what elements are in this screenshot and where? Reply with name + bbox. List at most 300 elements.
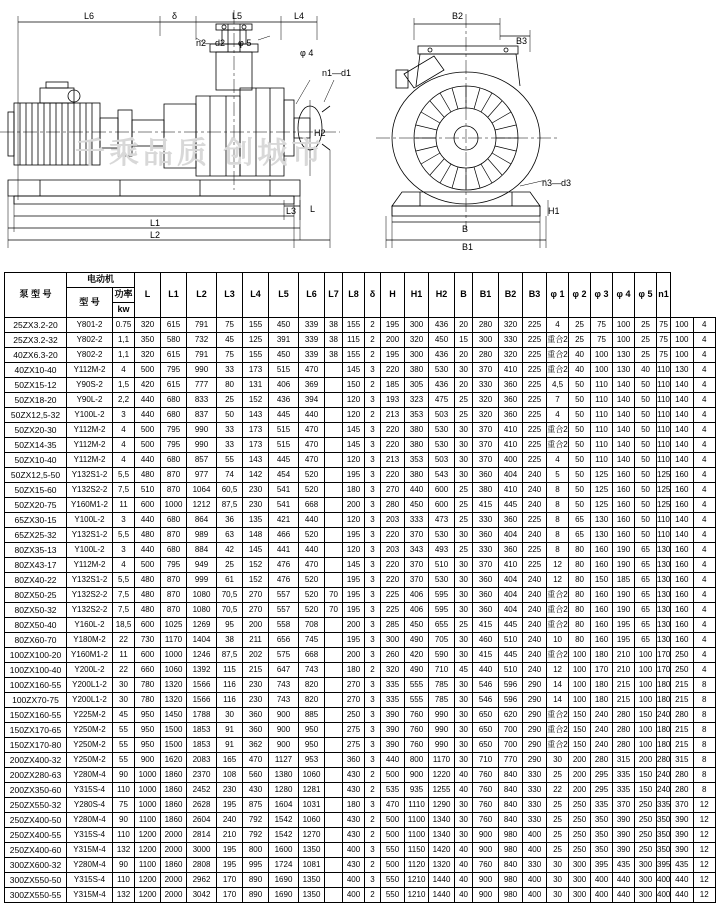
cell-L8: 430	[343, 813, 365, 828]
cell-L4: 360	[243, 723, 269, 738]
cell-L8: 120	[343, 408, 365, 423]
cell-H1: 380	[405, 468, 429, 483]
cell-model: 200ZX280-63	[5, 768, 67, 783]
cell-motor-power: 18,5	[113, 618, 135, 633]
cell-c24: 4	[693, 513, 716, 528]
cell-H2: 600	[429, 483, 455, 498]
cell-L: 510	[135, 483, 161, 498]
cell-B: 20	[455, 318, 473, 333]
cell-motor-power: 4	[113, 438, 135, 453]
cell-n1: 110	[657, 393, 671, 408]
cell-L7	[325, 873, 343, 888]
cell-L4: 211	[243, 633, 269, 648]
header-L5: L5	[269, 273, 299, 318]
cell-L6: 668	[299, 498, 325, 513]
cell-δ: 3	[365, 648, 381, 663]
cell-B: 30	[455, 723, 473, 738]
cell-φ4: 190	[613, 603, 635, 618]
cell-L3: 33	[217, 438, 243, 453]
cell-L7	[325, 858, 343, 873]
cell-φ2: 50	[569, 423, 591, 438]
cell-c24: 4	[693, 453, 716, 468]
cell-B3: 240	[523, 603, 547, 618]
cell-δ: 3	[365, 873, 381, 888]
cell-B: 20	[455, 378, 473, 393]
cell-L2: 857	[187, 453, 217, 468]
cell-B2: 410	[499, 423, 523, 438]
cell-model: 300ZX550-50	[5, 873, 67, 888]
svg-text:n2—d2: n2—d2	[196, 38, 226, 48]
cell-L2: 1566	[187, 693, 217, 708]
cell-c23: 160	[671, 483, 693, 498]
cell-c23: 440	[671, 888, 693, 903]
cell-motor-model: Y250M-2	[67, 723, 113, 738]
cell-L6: 470	[299, 438, 325, 453]
cell-L1: 1500	[161, 723, 187, 738]
cell-L3: 95	[217, 618, 243, 633]
cell-model: 40ZX10-40	[5, 363, 67, 378]
cell-H2: 530	[429, 438, 455, 453]
cell-model: 200ZX400-32	[5, 753, 67, 768]
cell-L7: 38	[325, 318, 343, 333]
cell-φ4: 315	[613, 753, 635, 768]
cell-B1: 370	[473, 453, 499, 468]
cell-φ4: 190	[613, 588, 635, 603]
cell-δ: 2	[365, 318, 381, 333]
cell-φ3: 75	[591, 333, 613, 348]
cell-H: 220	[381, 528, 405, 543]
cell-H: 213	[381, 453, 405, 468]
cell-L6: 520	[299, 528, 325, 543]
cell-δ: 3	[365, 543, 381, 558]
watermark-text: 千乘品质 创城市	[75, 137, 326, 170]
cell-L3: 60,5	[217, 483, 243, 498]
cell-L6: 440	[299, 513, 325, 528]
cell-B: 30	[455, 438, 473, 453]
cell-L2: 1269	[187, 618, 217, 633]
cell-B1: 360	[473, 603, 499, 618]
cell-B3: 400	[523, 828, 547, 843]
header-delta: δ	[365, 273, 381, 318]
cell-L3: 70,5	[217, 603, 243, 618]
cell-L: 730	[135, 633, 161, 648]
svg-text:B1: B1	[462, 242, 474, 252]
cell-n1: 110	[657, 378, 671, 393]
cell-φ1: 25	[547, 798, 569, 813]
cell-B2: 980	[499, 888, 523, 903]
cell-L4: 560	[243, 768, 269, 783]
cell-n1: 110	[657, 438, 671, 453]
cell-motor-model: Y315M-4	[67, 843, 113, 858]
cell-n1: 75	[657, 348, 671, 363]
cell-L5: 421	[269, 513, 299, 528]
cell-model: 250ZX400-50	[5, 813, 67, 828]
cell-model: 80ZX35-13	[5, 543, 67, 558]
cell-c23: 435	[671, 858, 693, 873]
cell-δ: 3	[365, 618, 381, 633]
cell-B: 25	[455, 408, 473, 423]
cell-motor-model: Y200L-2	[67, 663, 113, 678]
cell-B2: 840	[499, 858, 523, 873]
cell-c23: 140	[671, 423, 693, 438]
cell-φ2: 80	[569, 603, 591, 618]
cell-L8: 180	[343, 798, 365, 813]
cell-L3: 91	[217, 723, 243, 738]
cell-φ3: 180	[591, 693, 613, 708]
cell-L7	[325, 693, 343, 708]
cell-L: 480	[135, 603, 161, 618]
cell-B3: 225	[523, 558, 547, 573]
cell-motor-model: Y180M-2	[67, 633, 113, 648]
cell-c24: 4	[693, 393, 716, 408]
cell-B1: 300	[473, 333, 499, 348]
cell-φ4: 390	[613, 813, 635, 828]
cell-motor-power: 11	[113, 498, 135, 513]
table-row	[5, 723, 716, 738]
cell-L7	[325, 813, 343, 828]
cell-H2: 530	[429, 573, 455, 588]
cell-B1: 330	[473, 378, 499, 393]
cell-L4: 143	[243, 453, 269, 468]
cell-L8: 145	[343, 423, 365, 438]
cell-L2: 990	[187, 363, 217, 378]
cell-c24: 8	[693, 678, 716, 693]
cell-model: 50ZX18-20	[5, 393, 67, 408]
cell-L4: 470	[243, 753, 269, 768]
header-L7: L7	[325, 273, 343, 318]
cell-motor-power: 3	[113, 408, 135, 423]
cell-L1: 1000	[161, 498, 187, 513]
cell-φ4: 140	[613, 393, 635, 408]
cell-L2: 884	[187, 543, 217, 558]
cell-L3: 165	[217, 753, 243, 768]
cell-φ3: 130	[591, 513, 613, 528]
cell-φ1: 25	[547, 768, 569, 783]
cell-H1: 1120	[405, 858, 429, 873]
cell-motor-power: 55	[113, 738, 135, 753]
cell-n1: 335	[657, 798, 671, 813]
cell-c23: 250	[671, 648, 693, 663]
cell-c24: 12	[693, 813, 716, 828]
cell-φ1: 4,5	[547, 378, 569, 393]
cell-L2: 1853	[187, 738, 217, 753]
cell-L4: 155	[243, 348, 269, 363]
cell-c23: 390	[671, 828, 693, 843]
cell-H: 225	[381, 603, 405, 618]
cell-model: 25ZX3.2-20	[5, 318, 67, 333]
cell-B: 30	[455, 648, 473, 663]
cell-H1: 800	[405, 753, 429, 768]
cell-c23: 390	[671, 813, 693, 828]
cell-B2: 770	[499, 753, 523, 768]
cell-δ: 3	[365, 423, 381, 438]
cell-L6: 1350	[299, 843, 325, 858]
cell-L7	[325, 438, 343, 453]
cell-motor-model: Y250M-2	[67, 753, 113, 768]
cell-φ2: 50	[569, 378, 591, 393]
cell-H2: 503	[429, 453, 455, 468]
cell-L5: 1380	[269, 768, 299, 783]
svg-text:L5: L5	[232, 11, 243, 21]
cell-L8: 360	[343, 753, 365, 768]
cell-φ2: 40	[569, 348, 591, 363]
cell-B2: 445	[499, 498, 523, 513]
cell-n1: 180	[657, 723, 671, 738]
cell-φ5: 150	[635, 783, 657, 798]
cell-L3: 240	[217, 813, 243, 828]
cell-motor-model: Y132S1-2	[67, 573, 113, 588]
cell-H2: 595	[429, 588, 455, 603]
cell-φ1: 30	[547, 873, 569, 888]
cell-c23: 160	[671, 498, 693, 513]
cell-φ1: 14	[547, 693, 569, 708]
cell-c23: 160	[671, 603, 693, 618]
cell-φ3: 110	[591, 423, 613, 438]
cell-L5: 1690	[269, 873, 299, 888]
cell-L4: 202	[243, 648, 269, 663]
cell-c24: 4	[693, 483, 716, 498]
cell-φ3: 160	[591, 618, 613, 633]
table-row	[5, 543, 716, 558]
cell-motor-power: 4	[113, 558, 135, 573]
cell-c23: 140	[671, 408, 693, 423]
cell-B3: 225	[523, 348, 547, 363]
cell-B1: 546	[473, 693, 499, 708]
cell-motor-power: 5,5	[113, 468, 135, 483]
cell-φ3: 240	[591, 708, 613, 723]
table-row	[5, 813, 716, 828]
header-H: H	[381, 273, 405, 318]
cell-motor-power: 22	[113, 663, 135, 678]
table-row	[5, 768, 716, 783]
cell-L6: 1081	[299, 858, 325, 873]
cell-L6: 820	[299, 693, 325, 708]
table-row	[5, 783, 716, 798]
cell-c24: 8	[693, 723, 716, 738]
cell-model: 150ZX170-80	[5, 738, 67, 753]
cell-L2: 1212	[187, 498, 217, 513]
cell-φ4: 190	[613, 558, 635, 573]
cell-φ5: 100	[635, 678, 657, 693]
cell-L: 1200	[135, 888, 161, 903]
cell-L: 1200	[135, 873, 161, 888]
cell-n1: 110	[657, 408, 671, 423]
cell-L2: 3000	[187, 843, 217, 858]
cell-H2: 510	[429, 558, 455, 573]
cell-H2: 1340	[429, 813, 455, 828]
cell-L8: 275	[343, 738, 365, 753]
cell-δ: 2	[365, 888, 381, 903]
cell-φ2: 80	[569, 558, 591, 573]
cell-L3: 42	[217, 543, 243, 558]
cell-L7	[325, 558, 343, 573]
cell-H1: 353	[405, 453, 429, 468]
cell-L2: 977	[187, 468, 217, 483]
cell-model: 80ZX43-17	[5, 558, 67, 573]
cell-B3: 330	[523, 768, 547, 783]
cell-H2: 450	[429, 333, 455, 348]
cell-φ2: 50	[569, 453, 591, 468]
cell-H1: 490	[405, 633, 429, 648]
cell-B3: 290	[523, 693, 547, 708]
cell-L7	[325, 678, 343, 693]
cell-c23: 160	[671, 468, 693, 483]
cell-L2: 864	[187, 513, 217, 528]
cell-B3: 330	[523, 858, 547, 873]
cell-model: 80ZX50-32	[5, 603, 67, 618]
cell-model: 100ZX100-20	[5, 648, 67, 663]
cell-φ1: 8	[547, 543, 569, 558]
cell-L3: 38	[217, 633, 243, 648]
cell-L7	[325, 513, 343, 528]
cell-model: 50ZX10-40	[5, 453, 67, 468]
cell-L2: 1788	[187, 708, 217, 723]
cell-motor-power: 11	[113, 648, 135, 663]
cell-L7	[325, 708, 343, 723]
cell-φ2: 65	[569, 513, 591, 528]
cell-L4: 362	[243, 738, 269, 753]
cell-L7	[325, 468, 343, 483]
cell-model: 50ZX14-35	[5, 438, 67, 453]
cell-motor-model: Y132S2-2	[67, 483, 113, 498]
cell-L4: 800	[243, 843, 269, 858]
cell-L4: 152	[243, 558, 269, 573]
cell-φ5: 65	[635, 543, 657, 558]
cell-L7	[325, 423, 343, 438]
cell-B1: 415	[473, 498, 499, 513]
header-motor-model: 型 号	[67, 288, 113, 318]
cell-L: 350	[135, 333, 161, 348]
cell-n1: 240	[657, 783, 671, 798]
cell-model: 50ZX20-30	[5, 423, 67, 438]
cell-L: 780	[135, 678, 161, 693]
cell-φ1: 重合2	[547, 618, 569, 633]
cell-B3: 400	[523, 873, 547, 888]
cell-c23: 140	[671, 528, 693, 543]
cell-φ2: 300	[569, 888, 591, 903]
cell-H: 195	[381, 348, 405, 363]
cell-B2: 400	[499, 453, 523, 468]
cell-φ4: 140	[613, 408, 635, 423]
cell-c24: 4	[693, 468, 716, 483]
cell-L: 440	[135, 543, 161, 558]
cell-L2: 833	[187, 393, 217, 408]
cell-φ1: 7	[547, 393, 569, 408]
cell-L: 440	[135, 513, 161, 528]
cell-B3: 330	[523, 813, 547, 828]
cell-L8: 120	[343, 543, 365, 558]
cell-L8: 180	[343, 663, 365, 678]
cell-φ2: 40	[569, 363, 591, 378]
cell-H2: 436	[429, 318, 455, 333]
cell-c23: 215	[671, 738, 693, 753]
header-L: L	[135, 273, 161, 318]
cell-L2: 949	[187, 558, 217, 573]
cell-L8: 200	[343, 618, 365, 633]
cell-B2: 320	[499, 318, 523, 333]
cell-φ3: 125	[591, 483, 613, 498]
table-row	[5, 333, 716, 348]
cell-B1: 650	[473, 738, 499, 753]
cell-B2: 330	[499, 333, 523, 348]
table-row	[5, 843, 716, 858]
cell-B2: 840	[499, 783, 523, 798]
cell-L: 600	[135, 618, 161, 633]
cell-H: 440	[381, 753, 405, 768]
cell-H: 500	[381, 858, 405, 873]
cell-φ5: 65	[635, 618, 657, 633]
cell-motor-model: Y100L-2	[67, 513, 113, 528]
cell-φ2: 150	[569, 723, 591, 738]
cell-L7	[325, 768, 343, 783]
cell-n1: 240	[657, 768, 671, 783]
cell-φ4: 210	[613, 663, 635, 678]
cell-B3: 240	[523, 573, 547, 588]
cell-n1: 130	[657, 588, 671, 603]
svg-text:L4: L4	[294, 11, 305, 21]
cell-L5: 1600	[269, 843, 299, 858]
cell-L: 1200	[135, 843, 161, 858]
cell-φ3: 160	[591, 558, 613, 573]
cell-B3: 225	[523, 333, 547, 348]
cell-H1: 333	[405, 513, 429, 528]
cell-φ1: 8	[547, 513, 569, 528]
cell-B1: 760	[473, 858, 499, 873]
cell-B3: 240	[523, 588, 547, 603]
cell-H2: 785	[429, 678, 455, 693]
cell-L2: 1392	[187, 663, 217, 678]
cell-L2: 2604	[187, 813, 217, 828]
cell-H2: 530	[429, 423, 455, 438]
cell-H1: 900	[405, 768, 429, 783]
cell-B: 40	[455, 888, 473, 903]
cell-motor-power: 4	[113, 423, 135, 438]
cell-L7	[325, 648, 343, 663]
cell-δ: 2	[365, 813, 381, 828]
cell-B1: 370	[473, 423, 499, 438]
cell-B: 40	[455, 768, 473, 783]
cell-B1: 900	[473, 873, 499, 888]
cell-L3: 61	[217, 573, 243, 588]
cell-L2: 777	[187, 378, 217, 393]
cell-φ2: 150	[569, 738, 591, 753]
cell-H2: 530	[429, 363, 455, 378]
svg-text:B3: B3	[516, 36, 528, 46]
cell-φ4: 335	[613, 768, 635, 783]
cell-B2: 360	[499, 543, 523, 558]
cell-φ1: 30	[547, 858, 569, 873]
cell-φ3: 400	[591, 888, 613, 903]
cell-L6: 440	[299, 543, 325, 558]
cell-δ: 2	[365, 348, 381, 363]
cell-L5: 647	[269, 663, 299, 678]
cell-L7: 70	[325, 588, 343, 603]
cell-B2: 445	[499, 648, 523, 663]
cell-B2: 980	[499, 828, 523, 843]
header-model: 泵 型 号	[5, 273, 67, 318]
cell-H: 390	[381, 723, 405, 738]
cell-B1: 900	[473, 828, 499, 843]
cell-L1: 1320	[161, 693, 187, 708]
cell-H: 470	[381, 798, 405, 813]
cell-φ1: 重合2	[547, 438, 569, 453]
cell-model: 100ZX70-75	[5, 693, 67, 708]
cell-L2: 989	[187, 528, 217, 543]
cell-L8: 195	[343, 528, 365, 543]
cell-φ1: 重合2	[547, 648, 569, 663]
cell-c24: 4	[693, 423, 716, 438]
cell-motor-model: Y112M-2	[67, 423, 113, 438]
